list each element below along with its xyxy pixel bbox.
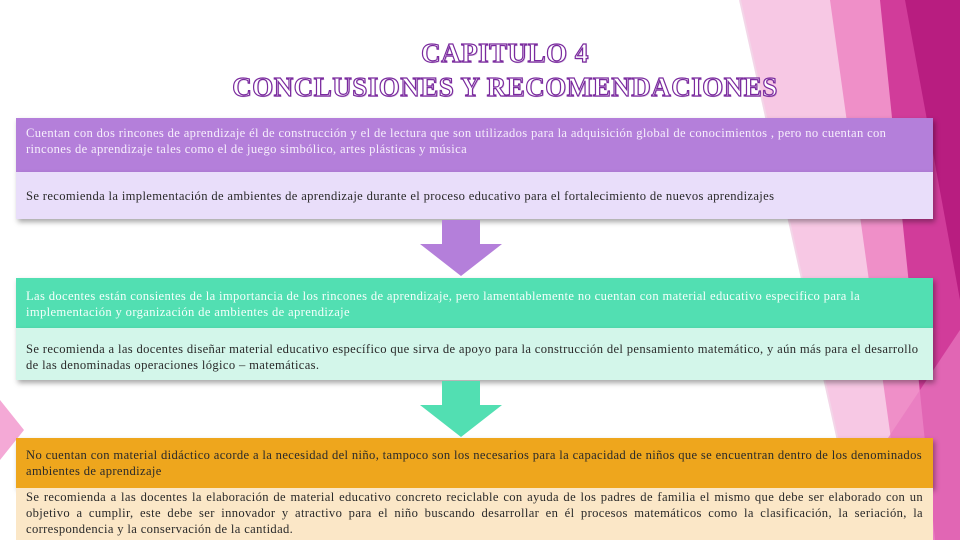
conclusion-box-3: No cuentan con material didáctico acorde a la necesidad del niño, tampoco son los necesarios para la capacidad de niños que se encuentran dentro de los denominados ambientes de aprendizaje — [16, 438, 933, 488]
recommendation-box-1: Se recomienda la implementación de ambientes de aprendizaje durante el proceso educativo para el fortalecimiento de nuevos aprendizajes — [16, 172, 933, 219]
slide-title-line1: CAPITULO 4 — [421, 38, 589, 68]
down-arrow-icon — [420, 220, 502, 276]
recommendation-box-2: Se recomienda a las docentes diseñar material educativo específico que sirva de apoyo para la construcción del pensamiento matemático, y aún más para el desarrollo de las denominadas operaciones lógico – matemáticas. — [16, 328, 933, 380]
slide-title-line2: CONCLUSIONES Y RECOMENDACIONES — [232, 72, 778, 102]
conclusion-box-1: Cuentan con dos rincones de aprendizaje él de construcción y el de lectura que son utilizados para la adquisición global de conocimientos , pero no cuentan con rincones de aprendizaje tales como el de juego simbólico, artes plásticas y música — [16, 118, 933, 172]
down-arrow-icon — [420, 381, 502, 437]
conclusion-box-2: Las docentes están consientes de la importancia de los rincones de aprendizaje, pero lamentablemente no cuentan con material educativo especifico para la implementación y organización de ambientes de aprendizaje — [16, 278, 933, 328]
recommendation-box-3: Se recomienda a las docentes la elaboración de material educativo concreto reciclable con ayuda de los padres de familia el mismo que debe ser elaborado con un objetivo a cumplir, este debe ser innovador y atractivo para el niño buscando desarrollar en él procesos matemáticos como la clasificación, la seriación, la correspondencia y la conservación de la cantidad. — [16, 488, 933, 540]
